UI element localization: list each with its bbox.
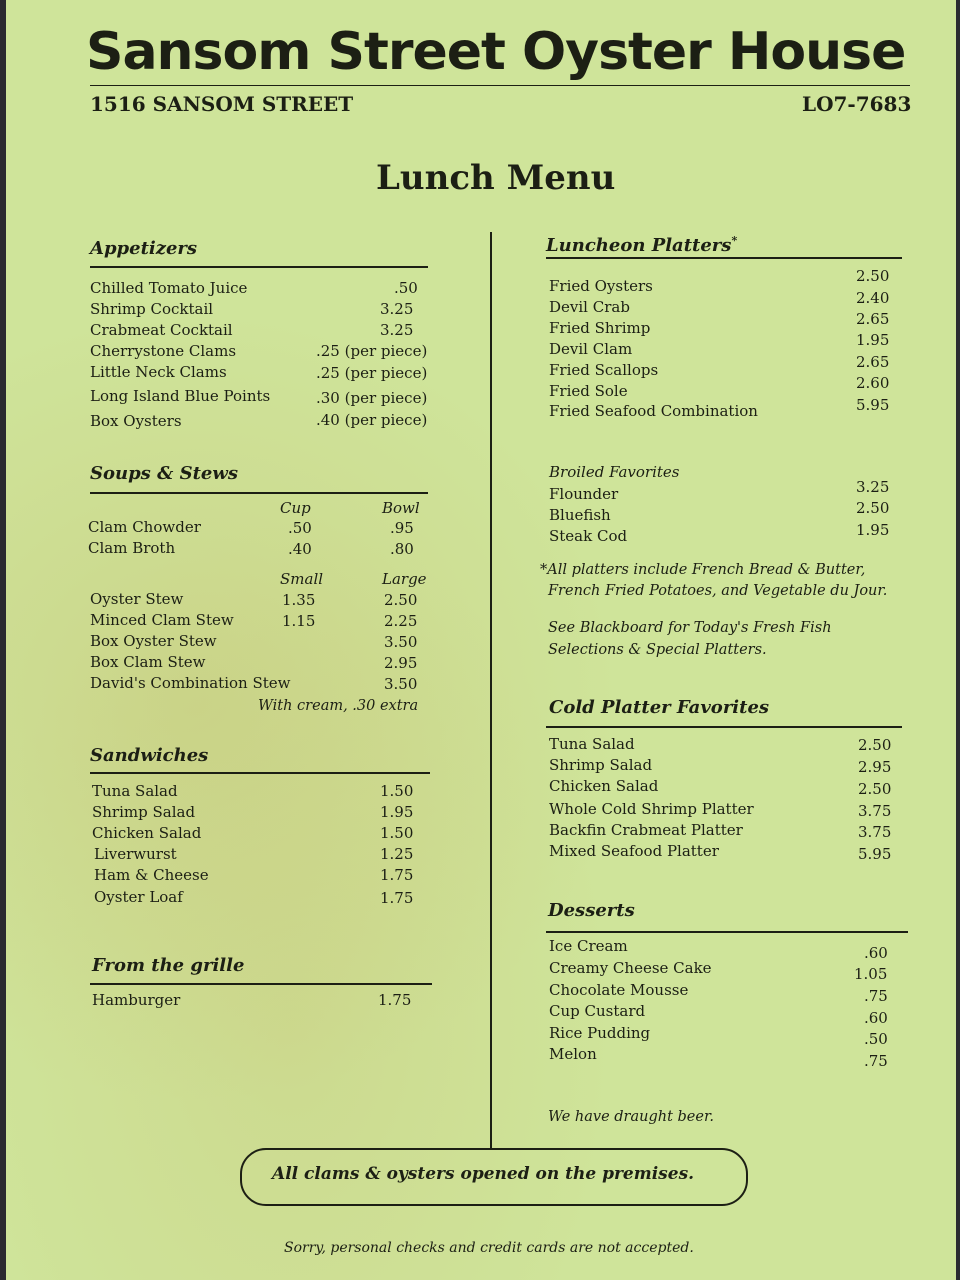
- platters-note-line2: French Fried Potatoes, and Vegetable du Jour.: [548, 583, 888, 599]
- appetizers-heading: Appetizers: [90, 238, 198, 259]
- col-large: Large: [382, 570, 427, 588]
- menu-item-price: 2.50: [384, 591, 418, 609]
- menu-item-name: Long Island Blue Points: [90, 387, 271, 405]
- menu-item-name: Little Neck Clams: [90, 363, 227, 381]
- menu-item-price: 5.95: [856, 396, 890, 414]
- menu-item-name: Box Oyster Stew: [90, 632, 217, 650]
- menu-item-price: .50: [288, 519, 312, 537]
- menu-item-name: Tuna Salad: [92, 782, 178, 800]
- menu-item-name: Oyster Stew: [90, 590, 184, 608]
- col-small: Small: [280, 570, 324, 588]
- soups-note: With cream, .30 extra: [258, 698, 419, 714]
- footer-banner-text: All clams & oysters opened on the premises.: [272, 1164, 695, 1184]
- menu-item-name: Chilled Tomato Juice: [90, 279, 248, 297]
- menu-item-name: Fried Scallops: [549, 361, 659, 379]
- menu-item-price: .50: [394, 279, 418, 297]
- menu-item-name: Fried Oysters: [549, 277, 653, 295]
- menu-item-price: 2.50: [858, 736, 892, 754]
- menu-item-name: Mixed Seafood Platter: [549, 842, 719, 860]
- menu-item-price: 2.50: [856, 499, 890, 517]
- menu-item-name: Fried Shrimp: [549, 319, 651, 337]
- menu-item-price: 5.95: [858, 845, 892, 863]
- menu-item-price: 1.75: [378, 991, 412, 1009]
- column-divider: [490, 232, 492, 1150]
- menu-item-name: Backfin Crabmeat Platter: [549, 821, 743, 839]
- menu-item-name: Creamy Cheese Cake: [549, 959, 712, 977]
- menu-item-price: .25 (per piece): [316, 342, 428, 360]
- menu-item-name: Melon: [549, 1045, 597, 1063]
- menu-item-price: 1.50: [380, 824, 414, 842]
- menu-item-price: 1.75: [380, 889, 414, 907]
- menu-item-price: .80: [390, 540, 414, 558]
- menu-item-name: Clam Broth: [88, 539, 176, 557]
- menu-item-price: 1.05: [854, 965, 888, 983]
- menu-item-price: 2.50: [858, 780, 892, 798]
- menu-item-name: Whole Cold Shrimp Platter: [549, 800, 754, 818]
- menu-item-price: 3.50: [384, 633, 418, 651]
- menu-item-name: Devil Clam: [549, 340, 633, 358]
- soups-rule: [90, 492, 428, 494]
- restaurant-address: 1516 SANSOM STREET: [90, 92, 354, 116]
- menu-item-price: .75: [864, 1052, 888, 1070]
- restaurant-phone: LO7-7683: [802, 92, 912, 116]
- soups-heading: Soups & Stews: [90, 463, 238, 484]
- menu-item-name: Chicken Salad: [92, 824, 202, 842]
- cold-heading: Cold Platter Favorites: [549, 697, 770, 718]
- menu-item-name: Devil Crab: [549, 298, 630, 316]
- menu-item-price: 3.50: [384, 675, 418, 693]
- col-bowl: Bowl: [382, 499, 420, 517]
- menu-item-name: Ham & Cheese: [94, 866, 209, 884]
- menu-item-name: Shrimp Salad: [92, 803, 196, 821]
- menu-item-price: 2.60: [856, 374, 890, 392]
- menu-item-name: Steak Cod: [549, 527, 628, 545]
- menu-item-price: 1.95: [380, 803, 414, 821]
- menu-item-name: Liverwurst: [94, 845, 177, 863]
- menu-item-name: Flounder: [549, 485, 619, 503]
- menu-item-name: Clam Chowder: [88, 518, 201, 536]
- menu-item-name: David's Combination Stew: [90, 674, 291, 692]
- luncheon-rule: [546, 257, 902, 259]
- menu-item-name: Box Oysters: [90, 412, 182, 430]
- menu-item-name: Tuna Salad: [549, 735, 635, 753]
- menu-item-price: 2.65: [856, 310, 890, 328]
- menu-item-price: 3.25: [380, 321, 414, 339]
- menu-item-price: .40 (per piece): [316, 411, 428, 429]
- menu-item-name: Cup Custard: [549, 1002, 646, 1020]
- platters-note-line1: *All platters include French Bread & Butter,: [540, 562, 866, 578]
- menu-item-name: Shrimp Cocktail: [90, 300, 214, 318]
- menu-item-name: Chicken Salad: [549, 777, 659, 795]
- menu-item-price: .60: [864, 1009, 888, 1027]
- menu-item-name: Fried Seafood Combination: [549, 402, 758, 420]
- menu-item-price: .30 (per piece): [316, 389, 428, 407]
- menu-item-price: .75: [864, 987, 888, 1005]
- beer-note: We have draught beer.: [548, 1109, 714, 1125]
- menu-item-name: Bluefish: [549, 506, 611, 524]
- desserts-heading: Desserts: [548, 900, 635, 921]
- title-rule: [90, 85, 910, 86]
- menu-item-price: .40: [288, 540, 312, 558]
- menu-item-price: 2.50: [856, 267, 890, 285]
- menu-item-name: Minced Clam Stew: [90, 611, 234, 629]
- menu-item-name: Ice Cream: [549, 937, 628, 955]
- menu-item-name: Shrimp Salad: [549, 756, 653, 774]
- menu-item-price: 3.75: [858, 823, 892, 841]
- menu-sheet: [6, 0, 956, 1280]
- menu-item-price: 2.95: [858, 758, 892, 776]
- menu-item-price: 1.25: [380, 845, 414, 863]
- menu-item-price: 2.95: [384, 654, 418, 672]
- payment-note: Sorry, personal checks and credit cards are not accepted.: [284, 1240, 694, 1256]
- menu-item-name: Crabmeat Cocktail: [90, 321, 233, 339]
- menu-item-price: 1.50: [380, 782, 414, 800]
- menu-item-price: 3.25: [380, 300, 414, 318]
- menu-item-price: .25 (per piece): [316, 364, 428, 382]
- sandwiches-heading: Sandwiches: [90, 745, 209, 766]
- menu-item-price: .95: [390, 519, 414, 537]
- broiled-heading: Broiled Favorites: [549, 463, 680, 481]
- menu-item-name: Rice Pudding: [549, 1024, 651, 1042]
- menu-item-price: 1.95: [856, 521, 890, 539]
- menu-item-price: 3.25: [856, 478, 890, 496]
- luncheon-heading: [546, 234, 737, 256]
- menu-item-price: 1.75: [380, 866, 414, 884]
- menu-item-name: Cherrystone Clams: [90, 342, 237, 360]
- menu-item-price: 2.25: [384, 612, 418, 630]
- menu-item-price: .60: [864, 944, 888, 962]
- appetizers-rule: [90, 266, 428, 268]
- grille-heading: From the grille: [92, 955, 245, 976]
- blackboard-note-line2: Selections & Special Platters.: [548, 642, 767, 658]
- menu-item-name: Chocolate Mousse: [549, 981, 689, 999]
- desserts-rule: [546, 931, 908, 933]
- menu-item-price: 2.40: [856, 289, 890, 307]
- blackboard-note-line1: See Blackboard for Today's Fresh Fish: [548, 620, 832, 636]
- menu-title: Lunch Menu: [376, 158, 616, 198]
- menu-item-name: Oyster Loaf: [94, 888, 183, 906]
- sandwiches-rule: [90, 772, 430, 774]
- cold-rule: [546, 726, 902, 728]
- menu-item-price: 1.15: [282, 612, 316, 630]
- menu-item-price: .50: [864, 1030, 888, 1048]
- grille-rule: [90, 983, 432, 985]
- menu-item-price: 1.35: [282, 591, 316, 609]
- menu-item-price: 1.95: [856, 331, 890, 349]
- menu-item-price: 2.65: [856, 353, 890, 371]
- menu-item-price: 3.75: [858, 802, 892, 820]
- restaurant-name: Sansom Street Oyster House: [86, 22, 906, 82]
- luncheon-mark: *: [731, 234, 738, 247]
- luncheon-heading-text: Luncheon Platters: [546, 235, 732, 256]
- menu-item-name: Box Clam Stew: [90, 653, 206, 671]
- menu-item-name: Fried Sole: [549, 382, 628, 400]
- menu-item-name: Hamburger: [92, 991, 181, 1009]
- col-cup: Cup: [280, 499, 311, 517]
